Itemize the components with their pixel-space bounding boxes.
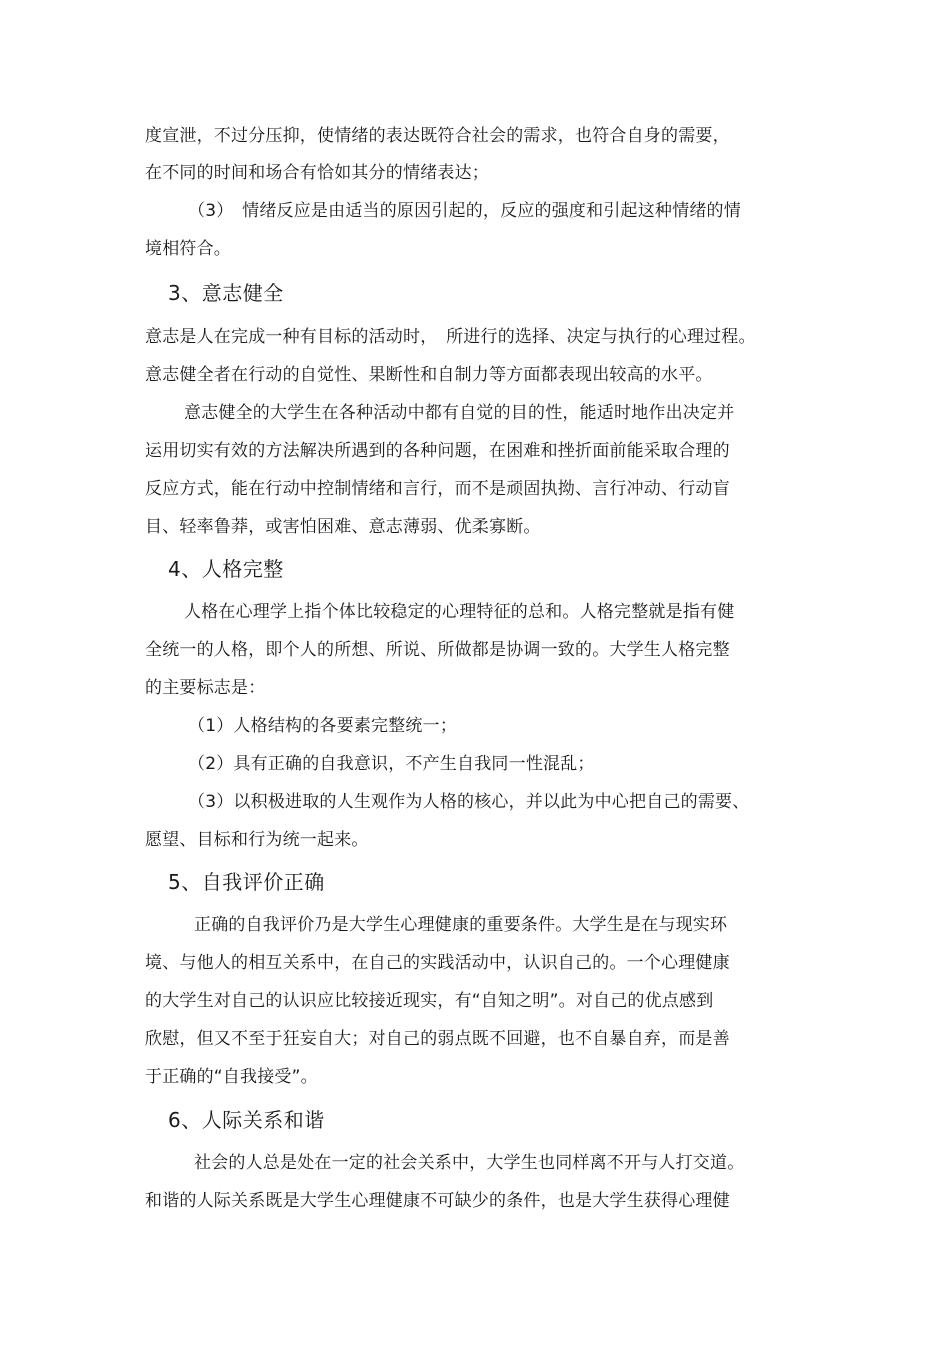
section-heading: 3、意志健全 bbox=[168, 281, 284, 305]
text-line: 意志是人在完成一种有目标的活动时， 所进行的选择、决定与执行的心理过程。 bbox=[145, 327, 756, 347]
section-heading: 6、人际关系和谐 bbox=[168, 1108, 325, 1132]
list-item-text: （3） 情绪反应是由适当的原因引起的，反应的强度和引起这种情绪的情 bbox=[188, 201, 741, 221]
paragraph-first-line: 社会的人总是处在一定的社会关系中，大学生也同样离不开与人打交道。 bbox=[194, 1153, 745, 1173]
text-line: 运用切实有效的方法解决所遇到的各种问题，在困难和挫折面前能采取合理的 bbox=[145, 441, 730, 461]
text-line: 于正确的“自我接受”。 bbox=[145, 1067, 318, 1087]
text-line: 意志健全者在行动的自觉性、果断性和自制力等方面都表现出较高的水平。 bbox=[145, 365, 713, 385]
list-item-text: （1）人格结构的各要素完整统一； bbox=[188, 716, 458, 736]
text-line: 愿望、目标和行为统一起来。 bbox=[145, 830, 369, 850]
text-line: 在不同的时间和场合有恰如其分的情绪表达； bbox=[145, 163, 489, 183]
text-line: 目、轻率鲁莽，或害怕困难、意志薄弱、优柔寡断。 bbox=[145, 517, 541, 537]
paragraph-first-line: 正确的自我评价乃是大学生心理健康的重要条件。大学生是在与现实环 bbox=[194, 915, 728, 935]
paragraph-first-line: 意志健全的大学生在各种活动中都有自觉的目的性，能适时地作出决定并 bbox=[184, 403, 735, 423]
text-line: 境相符合。 bbox=[145, 239, 231, 259]
text-line: 境、与他人的相互关系中，在自己的实践活动中，认识自己的。一个心理健康 bbox=[145, 953, 730, 973]
text-line: 欣慰，但又不至于狂妄自大；对自己的弱点既不回避，也不自暴自弃，而是善 bbox=[145, 1029, 730, 1049]
text-line: 的大学生对自己的认识应比较接近现实，有“自知之明”。对自己的优点感到 bbox=[145, 991, 714, 1011]
text-line: 全统一的人格，即个人的所想、所说、所做都是协调一致的。大学生人格完整 bbox=[145, 640, 730, 660]
text-line: 度宣泄，不过分压抑，使情绪的表达既符合社会的需求，也符合自身的需要， bbox=[145, 126, 730, 146]
section-heading: 4、人格完整 bbox=[168, 557, 284, 581]
list-item-text: （3）以积极进取的人生观作为人格的核心，并以此为中心把自己的需要、 bbox=[188, 792, 750, 812]
section-heading: 5、自我评价正确 bbox=[168, 870, 325, 894]
list-item-text: （2）具有正确的自我意识，不产生自我同一性混乱； bbox=[188, 754, 595, 774]
text-line: 的主要标志是： bbox=[145, 678, 266, 698]
text-line: 和谐的人际关系既是大学生心理健康不可缺少的条件，也是大学生获得心理健 bbox=[145, 1191, 730, 1211]
text-line: 反应方式，能在行动中控制情绪和言行，而不是顽固执拗、言行冲动、行动盲 bbox=[145, 479, 730, 499]
paragraph-first-line: 人格在心理学上指个体比较稳定的心理特征的总和。人格完整就是指有健 bbox=[184, 602, 735, 622]
